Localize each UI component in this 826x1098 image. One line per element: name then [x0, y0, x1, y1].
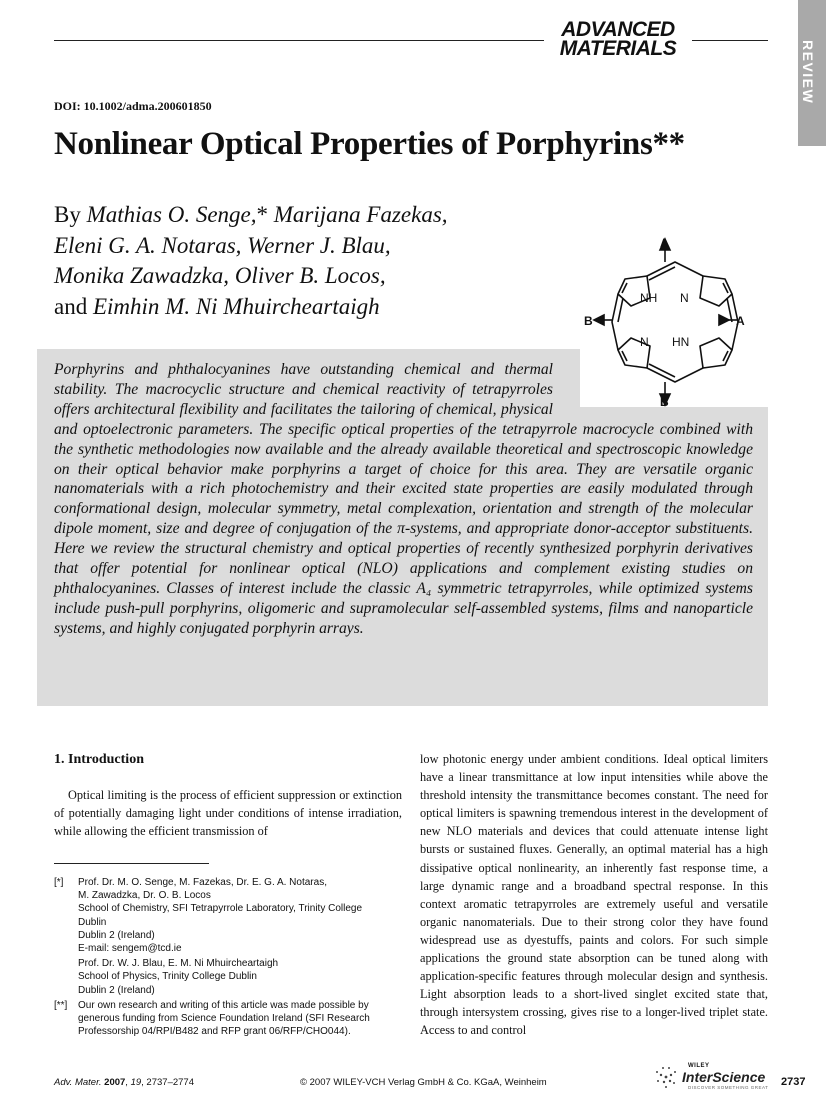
- header-rule-left: [54, 40, 544, 41]
- label-bottom: B: [660, 395, 669, 409]
- wiley-swirl-icon: [652, 1063, 680, 1091]
- publisher-small: WILEY: [688, 1063, 710, 1069]
- header-rule-right: [692, 40, 768, 41]
- arrow-head-right: [719, 315, 729, 325]
- author-line: and Eimhin M. Ni Mhuircheartaigh: [54, 293, 380, 319]
- atom-nh-top: NH: [640, 291, 658, 305]
- porphyrin-structure-figure: [580, 232, 770, 412]
- publisher-tagline: DISCOVER SOMETHING GREAT: [688, 1085, 769, 1090]
- author-line: By Mathias O. Senge,* Marijana Fazekas,: [54, 202, 448, 227]
- section-heading: 1. Introduction: [54, 752, 144, 767]
- footnote-affiliation: [*] Prof. Dr. M. O. Senge, M. Fazekas, Dr. E. G. A. Notaras, M. Zawadzka, Dr. O. B. Locos School of Chemistry, SFI Tetrapyrrole Laboratory, Trinity College Dublin Dublin 2 (Ireland) E-mail: sengem@tcd.ie Prof. Dr. W. J. Blau, E. M. Ni Mhuircheartaigh School of Physics, Trinity College Dublin Dublin 2 (Ireland): [54, 876, 402, 997]
- copyright: © 2007 WILEY-VCH Verlag GmbH & Co. KGaA, Weinheim: [300, 1077, 547, 1088]
- doi: DOI: 10.1002/adma.200601850: [54, 99, 212, 113]
- atom-n-top: N: [680, 291, 689, 305]
- author-line: Monika Zawadzka, Oliver B. Locos,: [54, 263, 386, 288]
- right-column-text: [420, 750, 768, 1040]
- author-line: Eleni G. A. Notaras, Werner J. Blau,: [54, 232, 391, 258]
- citation: Adv. Mater. 2007, 19, 2737–2774: [54, 1077, 194, 1088]
- email-address[interactable]: E-mail: sengem@tcd.ie: [78, 943, 182, 955]
- footnotes: [54, 876, 402, 1040]
- arrow-head-left: [594, 315, 604, 325]
- section-tab: [798, 0, 826, 146]
- publisher-name: InterScience: [682, 1069, 766, 1085]
- intro-paragraph-start: Optical limiting is the process of efficient suppression or extinction of potentially damaging light under conditions of intense irradiation, while allowing the efficient transmission of: [54, 788, 402, 839]
- label-right: A: [736, 314, 745, 328]
- atom-hn-bottom: HN: [672, 335, 690, 349]
- section-tab-label: REVIEW: [800, 40, 816, 105]
- author-list: [54, 200, 574, 322]
- footnote-rule: [54, 863, 209, 864]
- intro-paragraph-continued: low photonic energy under ambient conditions. Ideal optical limiters have a linear transmittance at low input intensities while above the threshold intensity the transmittance becomes constant. The need for optical limiters is spawning tremendous interest in the development of new NLO materials and devices that could attenuate intense light bursts or sustained fluxes. Generally, an optimal material has a high dissipative optical nonlinearity, an inherently fast response time, a large dynamic range and a broadband spectral response. In this context aromatic tetrapyrroles are extremely useful and versatile organic nanomaterials. Due to their strong color they have found widespread use as dyestuffs, paints and colors. For such simple applications the ground state absorption can be tuned along with application-specific features through molecular design and synthesis. Light absorption leads to a short-lived singlet excited state that, through intersystem crossing, gives rise to a longer-lived triplet state. Access to and control: [420, 752, 768, 1038]
- abstract-text: Porphyrins and phthalocyanines have outstanding chemical and thermal stability. The macrocyclic structure and chemical reactivity of tetrapyrroles offers architectural flexibility and facilitates the tailoring of chemical, physical and optoelectronic parameters. The specific optical properties of the tetrapyrrole macrocycle combined with the synthetic methodologies now available and the already available theoretical and spectroscopic knowledge on their optical behavior make porphyrins a target of choice for this area. They are versatile organic nanomaterials with a rich photochemistry and their excited state properties are easily modulated through conformational design, molecular symmetry, metal complexation, orientation and strength of the molecular dipole moment, size and degree of conjugation of the π-systems, and appropriate donor-acceptor substituents. Here we review the structural chemistry and optical properties of recently synthesized porphyrin derivatives that offer potential for nonlinear optical (NLO) applications and complement existing studies on phthalocyanines. Classes of interest include the classic A₄ symmetric tetrapyrroles, while optimized systems include push-pull porphyrins, oligomeric and supramolecular self-assembled systems, films and nanoparticle systems, and highly conjugated porphyrin arrays.: [54, 361, 753, 637]
- journal-logo: ADVANCED MATERIALS: [559, 18, 677, 60]
- atom-n-bottom: N: [640, 335, 649, 349]
- label-top: A: [660, 236, 669, 250]
- label-left: B: [584, 314, 593, 328]
- left-column-text: [54, 786, 402, 840]
- footnote-funding: [**] Our own research and writing of this article was made possible by generous funding from Science Foundation Ireland (SFI Research Professorship 04/RPI/B482 and RFP grant 06/RFP/CHO044).: [54, 999, 370, 1038]
- page-number: 2737: [781, 1076, 806, 1088]
- article-title: Nonlinear Optical Properties of Porphyrins**: [54, 126, 685, 162]
